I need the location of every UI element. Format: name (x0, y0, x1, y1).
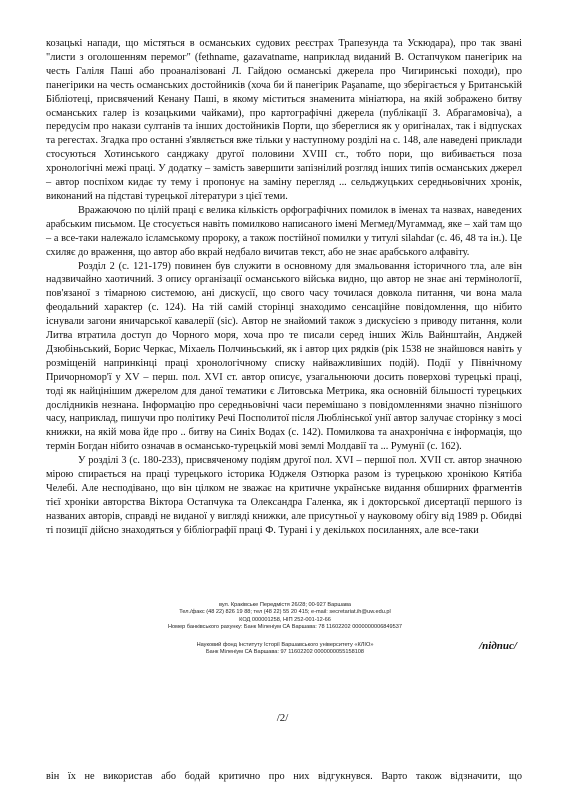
paragraph-4: У розділі 3 (с. 180-233), присвяченому подіям другої пол. XVI – першої пол. XVII ст. автор значною мірою спирається на праці турецького історика Юджеля Озтюрка разом із турецькою хронікою Кятіба Челебі. Але несподівано, що він цілком не зважає на критичне українське видання обширних фрагментів тієї хроніки авторства Віктора Остапчука та Олександра Галенка, як і докторської дисертації першого із названих авторів, справді не виданої у вигляді книжки, але присутньої у науковому обігу від 1989 р. Обидві ті позиції дійсно знаходяться у бібліографії праці Ф. Турані і у декількох посиланнях, але все-таки (46, 455, 522, 536)
footer-contacts: Тел./факс (48 22) 826 19 88; тел (48 22) 55 20 415; e-mail: secretariat.ih@uw.edu.pl (179, 609, 391, 616)
footer-fund: Науковий фонд Інституту Історії Варшавського університету «КЛІО» (196, 641, 374, 648)
footer-address: вул. Краківське Передмістя 26/28; 00-927 Варшава (218, 602, 352, 608)
footer-bank-account: Номер банківського рахунку: Банк Міленіум СА Варшава: 78 11602202 0000000006849537 (168, 624, 402, 631)
body-text (46, 37, 522, 538)
paragraph-3: Розділ 2 (с. 121-179) повинен був служити в основному для змальовання історичного тла, але він надзвичайно хаотичний. З опису організації османського війська видно, що автор не знає ані термінології, пов'язаної з тімарною системою, ані дискусії, що свого часу точилася довкола питання, чи вона мала феодальний характер (с. 124). На тій самій сторінці знаходимо сенсаційне повідомлення, що нібито існували загони яничарської кавалерії (sic). Автор не знайомий також з дискусією з приводу питання, коли Литва втратила доступ до Чорного моря, хоча про те писали серед інших Жіль Вайнштайн, Анджей Дзюбіньський, Борис Черкас, Міхаель Полчиньський, як і автор цих рядків (рік 1538 не знайшовся навіть у розміщеній напринкінці праці хронологічному списку найважливіших подій). Події у Північному Причорномор'ї у XV – перш. пол. XVI ст. автор описує, узагальнюючи досить поверхові турецькі праці, тоді як найцінішим джерелом для даної тематики є Литовська Метрика, яка основній більшості турецьких дослідників незнана. Інформацію про середньовічні часи перемішано з повідомленнями значно пізнішого часу, наприклад, пишучи про політику Речі Посполитої після Люблінської унії автор залучає сторінку з мосі книжки, на якій мова йде про .. битву на Синіх Водах (с. 142). Помилкова та анахронічна є інформація, що термін Богдан нібито означав в османсько-турецькій мові землі Молдавії та ... Румунії (с. 162). (46, 260, 522, 453)
page-number: /2/ (276, 712, 289, 724)
footer-fund-bank: Банк Міленіум СА Варшава: 97 11602202 0000000055158108 (205, 649, 365, 656)
continuation-line: він їх не використав або бодай критично про них відгукнувся. Варто також відзначити, що (46, 771, 522, 782)
paragraph-2: Вражаючою по цілій праці є велика кількість орфографічних помилок в іменах та назвах, наведених арабським письмом. Це стосується навіть помилково написаного імені Мегмед/Мугаммад, яке – хай там що – а все-таки належало ісламському пророку, а також постійної помилки у титулі silahdar (с. 46, 48 та ін.). Це схиляє до враження, що автор або вкрай недбало вичитав текст, або не знає арабського алфавіту. (46, 204, 522, 258)
signature-mark: /підпис/ (479, 640, 517, 652)
footer-kod: КОД 000001258, НІП 252-001-12-66 (239, 616, 331, 623)
paragraph-1: козацькі напади, що містяться в османських судових реєстрах Трапезунда та Ускюдара), про так звані "листи з оголошенням перемог" (fethname, gazavatname, наприклад виданий В. Остапчуком панегірик на честь Галіля Паші або проаналізовані Л. Гайдою османські джерела про Чигиринські походи), про панегірики на честь османських достойників (хоча би й панегірик Paşaname, що зберігається у Британській Бібліотеці, присвячений Кенану Паші, в якому міститься знаменита мініатюра, на якій зображено битву османських галер із козацькими чайками), про картографічні джерела (публікації З. Абрагамовіча), а передусім про накази султанів та інших достойників Порти, що збереглися як у оригіналах, так і відпусках та регестах. Згадка про останні з'являється вже тільки у наступному розділі на с. 148, але наведені приклади стосуються Хотинського санджаку другої половини XVIII ст., тобто пори, що вибивається поза хронологічні межі праці. У додатку – замість завершити запізнілий розгляд інших типів османських джерел – автор поспіхом кидає ту тему і пропонує на заміну перегляд ... сельджуцьких середньовічних хронік, виконаний на підставі турецької літератури з цієї теми. (46, 38, 522, 202)
letterhead-footer (120, 602, 450, 656)
